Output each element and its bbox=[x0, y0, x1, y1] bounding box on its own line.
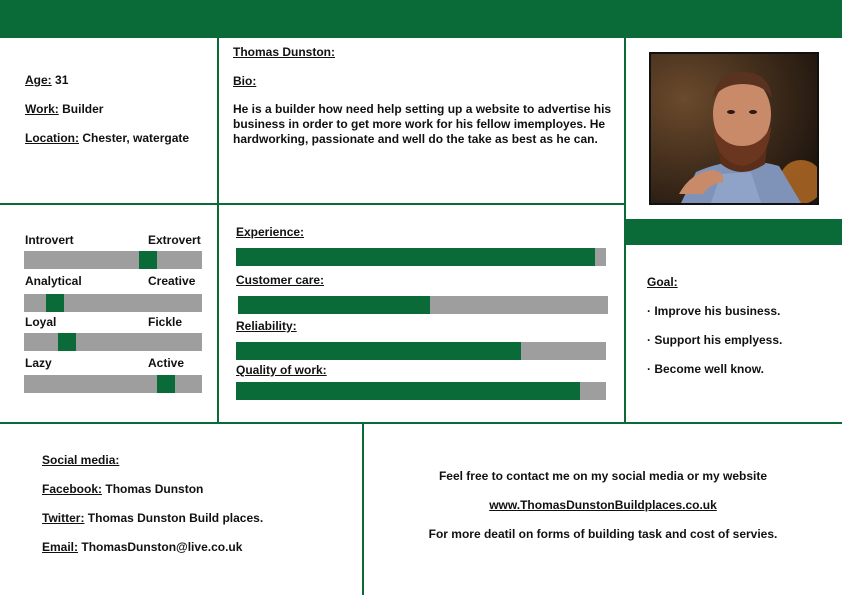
website-link[interactable]: www.ThomasDunstonBuildplaces.co.uk bbox=[489, 498, 717, 512]
skill-bar bbox=[238, 296, 608, 314]
trait-right-label: Fickle bbox=[148, 315, 183, 329]
skill-label: Reliability: bbox=[236, 319, 297, 333]
facebook-label: Facebook: bbox=[42, 482, 103, 496]
skill-fill bbox=[236, 342, 521, 360]
skill-fill bbox=[236, 382, 580, 400]
skill-bar bbox=[236, 248, 606, 266]
trait-marker bbox=[139, 251, 157, 269]
facebook-row bbox=[42, 482, 203, 496]
bio-label: Bio: bbox=[233, 74, 257, 88]
work-value: Builder bbox=[62, 102, 104, 116]
trait-left-label: Lazy bbox=[25, 356, 52, 370]
trait-right-label: Creative bbox=[148, 274, 196, 288]
trait-right-label: Active bbox=[148, 356, 185, 370]
goal-header-band bbox=[626, 219, 842, 245]
twitter-row bbox=[42, 511, 263, 525]
trait-right-label: Extrovert bbox=[148, 233, 201, 247]
trait-scale bbox=[24, 375, 202, 393]
email-label: Email: bbox=[42, 540, 79, 554]
trait-marker bbox=[157, 375, 175, 393]
twitter-value: Thomas Dunston Build places. bbox=[87, 511, 264, 525]
divider bbox=[0, 203, 626, 205]
goal-item: · Improve his business. bbox=[647, 304, 781, 318]
portrait-image bbox=[651, 54, 817, 203]
work-label: Work: bbox=[25, 102, 59, 116]
divider bbox=[217, 38, 219, 424]
goal-item: · Support his emplyess. bbox=[647, 333, 783, 347]
trait-scale bbox=[24, 333, 202, 351]
contact-text: Feel free to contact me on my social media or my website bbox=[438, 469, 768, 483]
skill-label: Experience: bbox=[236, 225, 305, 239]
goal-item: · Become well know. bbox=[647, 362, 764, 376]
trait-left-label: Introvert bbox=[25, 233, 74, 247]
age-value: 31 bbox=[55, 73, 69, 87]
trait-left-label: Analytical bbox=[25, 274, 82, 288]
trait-marker bbox=[58, 333, 76, 351]
social-title: Social media: bbox=[42, 453, 120, 467]
age-row bbox=[25, 73, 68, 87]
bio-text: He is a builder how need help setting up a website to advertise his business in order to get more work for his fellow imemployes. He hardworking, passionate and well do the take as best as he can. bbox=[233, 102, 612, 146]
persona-name: Thomas Dunston: bbox=[233, 45, 335, 59]
location-row bbox=[25, 131, 189, 145]
facebook-value: Thomas Dunston bbox=[105, 482, 204, 496]
trait-marker bbox=[46, 294, 64, 312]
skill-fill bbox=[238, 296, 430, 314]
trait-scale bbox=[24, 251, 202, 269]
twitter-label: Twitter: bbox=[42, 511, 85, 525]
skill-label: Quality of work: bbox=[236, 363, 327, 377]
trait-scale bbox=[24, 294, 202, 312]
contact-detail-text: For more deatil on forms of building task and cost of servies. bbox=[428, 527, 778, 541]
skill-bar bbox=[236, 382, 606, 400]
skill-bar bbox=[236, 342, 606, 360]
trait-left-label: Loyal bbox=[25, 315, 57, 329]
profile-photo bbox=[649, 52, 819, 205]
location-label: Location: bbox=[25, 131, 79, 145]
skill-fill bbox=[236, 248, 595, 266]
email-row bbox=[42, 540, 242, 554]
goal-title: Goal: bbox=[647, 275, 678, 289]
divider bbox=[0, 422, 842, 424]
email-value: ThomasDunston@live.co.uk bbox=[81, 540, 243, 554]
age-label: Age: bbox=[25, 73, 52, 87]
skill-label: Customer care: bbox=[236, 273, 325, 287]
header-bar bbox=[0, 0, 842, 38]
location-value: Chester, watergate bbox=[82, 131, 190, 145]
work-row bbox=[25, 102, 103, 116]
